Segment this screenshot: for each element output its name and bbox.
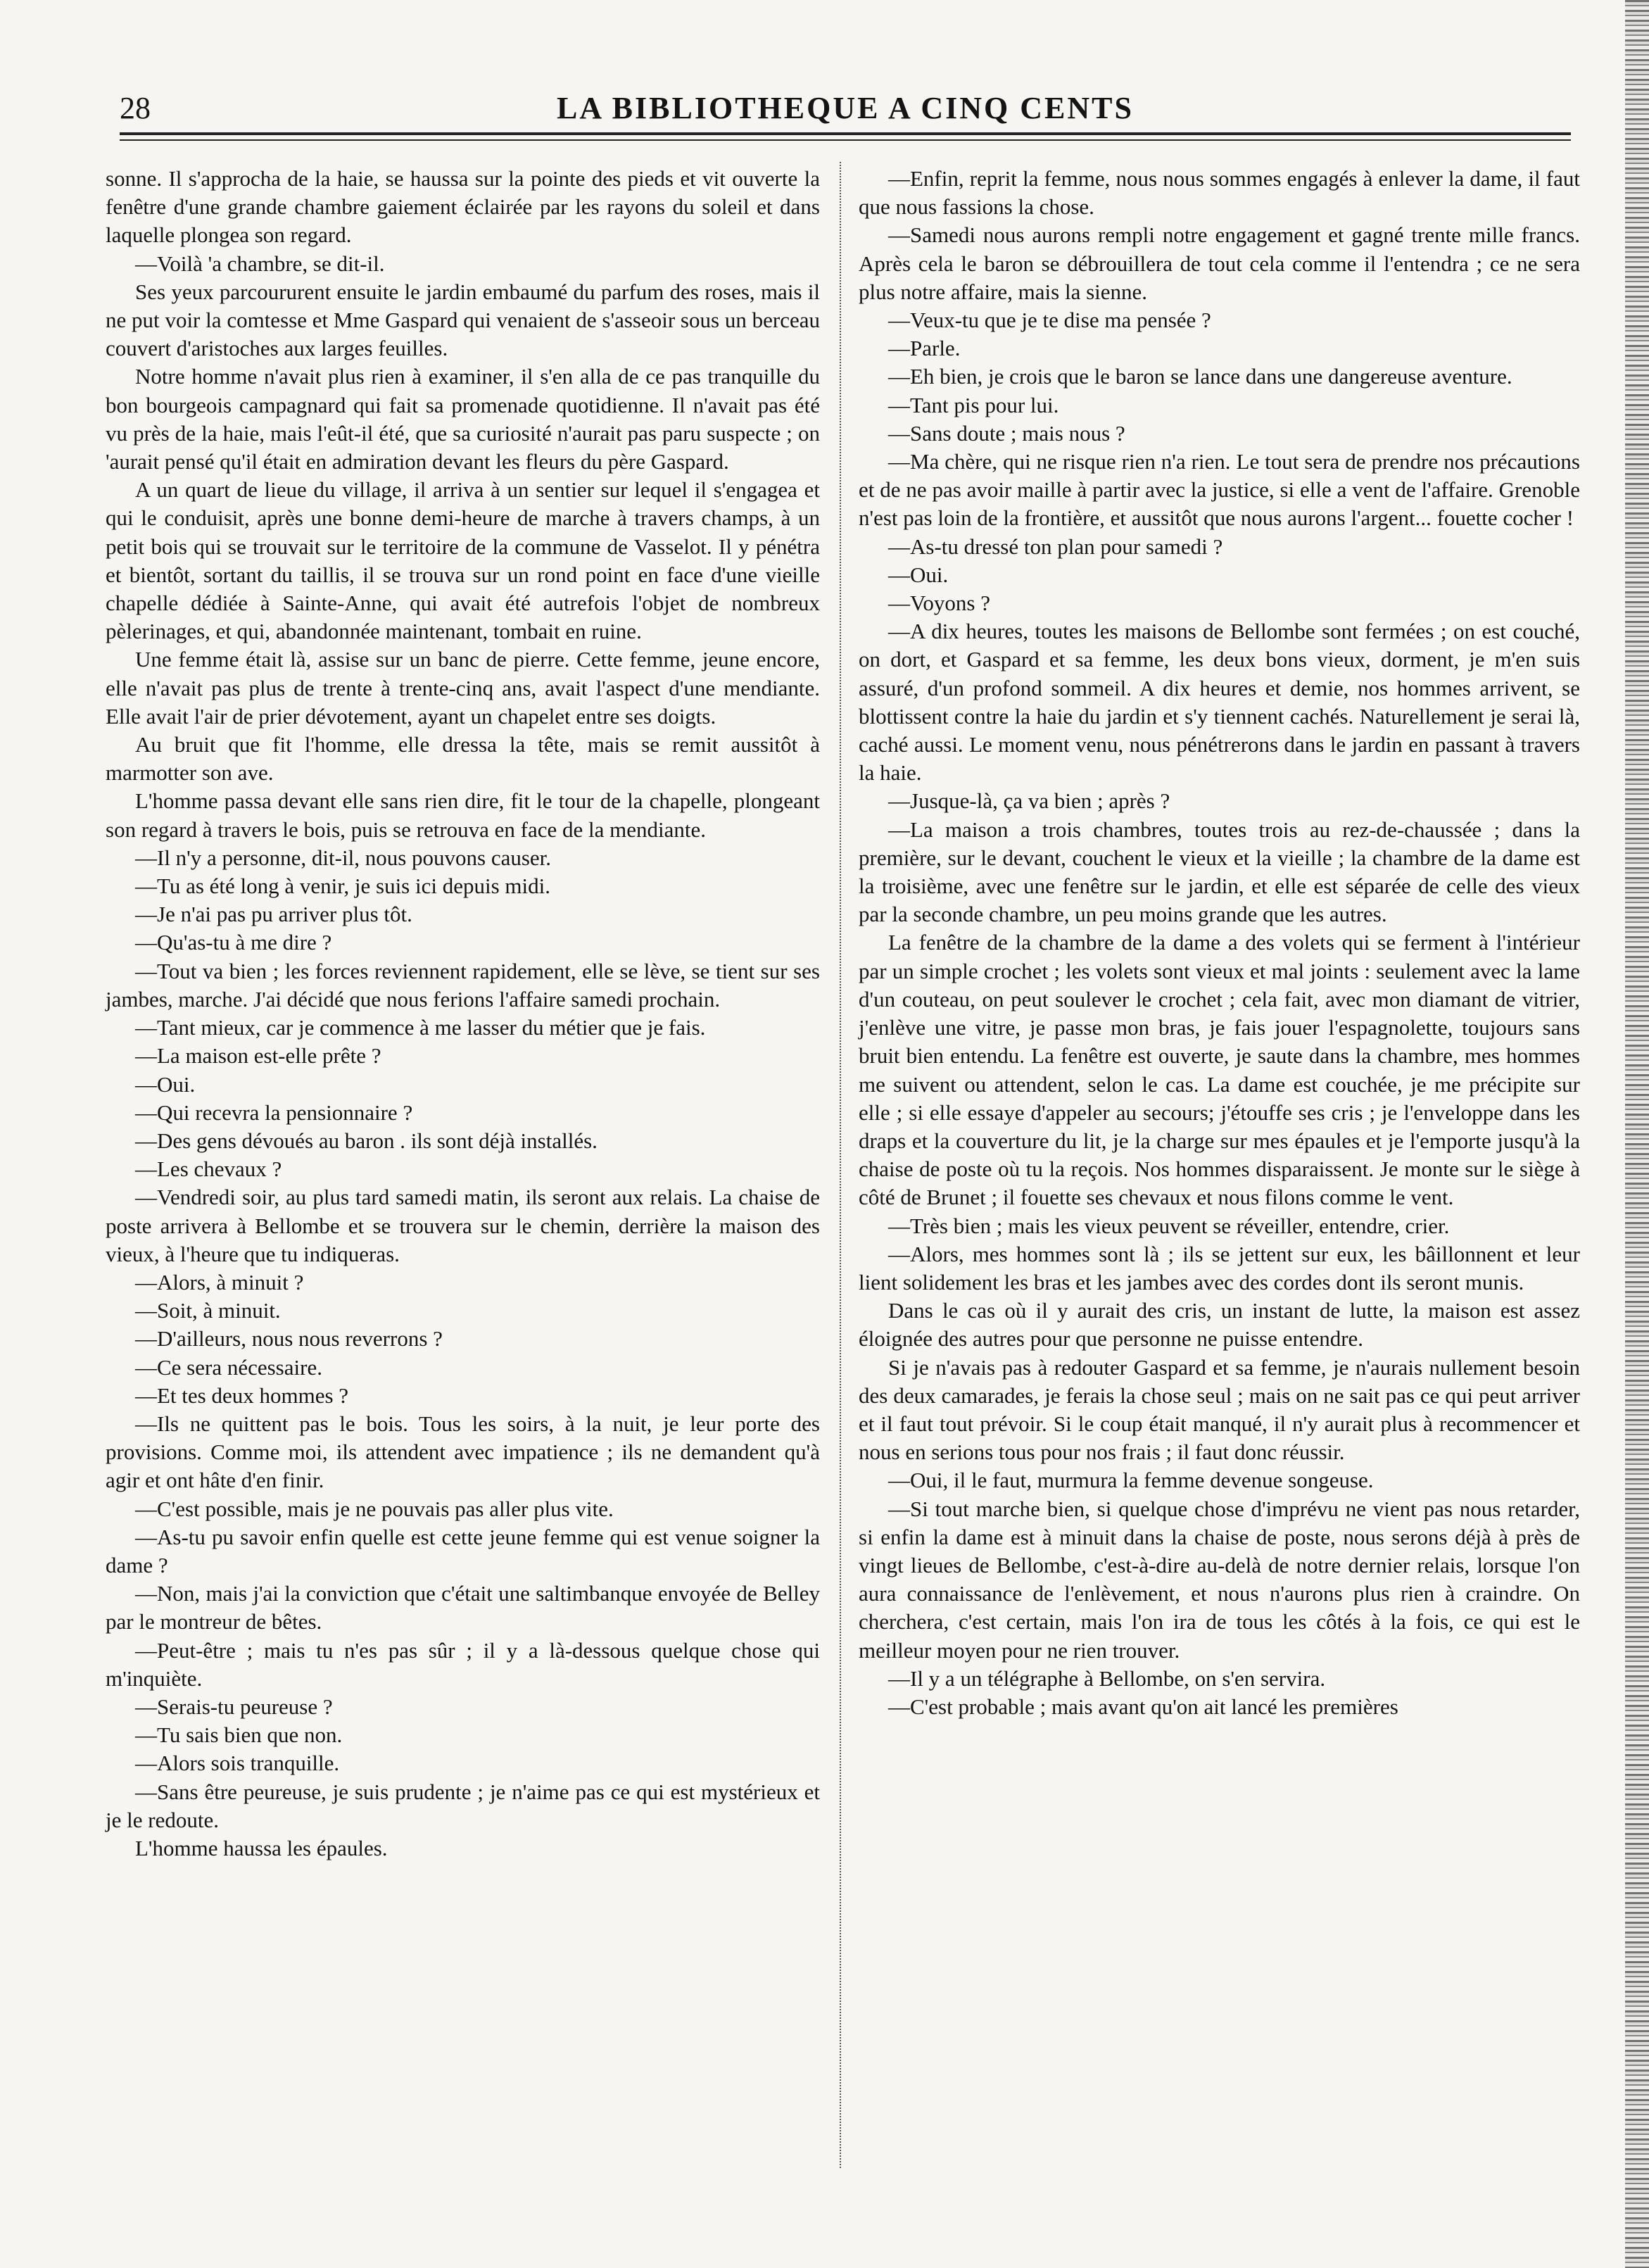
paragraph: —Alors, à minuit ? [135,1269,304,1294]
paragraph: —Alors, mes hommes sont là ; ils se jettent sur eux, les bâillonnent et leur lient solidement les bras et les jambes avec des cordes dont ils seront munis. [859,1241,1580,1294]
paragraph: —Oui. [135,1071,196,1097]
paragraph: —Ils ne quittent pas le bois. Tous les soirs, à la nuit, je leur porte des provisions. Comme moi, ils attendent avec impatience ; ils ne demandent qu'à agir et ont hâte d'en finir. [106,1411,820,1493]
paragraph: Si je n'avais pas à redouter Gaspard et sa femme, je n'aurais nullement besoin des deux camarades, je ferais la chose seul ; mais on ne sait pas ce qui peut arriver et il faut tout prévoir. Si le coup était manqué, il n'y aurait plus à recommencer et nous en serions tous pour nos frais ; il faut donc réussir. [859,1354,1580,1465]
paragraph: —Veux-tu que je te dise ma pensée ? [888,308,1211,333]
paragraph: —D'ailleurs, nous nous reverrons ? [135,1326,443,1352]
running-title: LA BIBLIOTHEQUE A CINQ CENTS [556,91,1134,125]
paragraph: Une femme était là, assise sur un banc de pierre. Cette femme, jeune encore, elle n'avait pas plus de trente à trente-cinq ans, avait l'aspect d'une mendiante. Elle avait l'air de prier dévotement, ayant un chapelet entre ses doigts. [106,647,820,729]
page-header [120,83,1571,139]
left-column [106,165,820,1863]
paragraph: —Soit, à minuit. [135,1298,281,1323]
paragraph: —Je n'ai pas pu arriver plus tôt. [135,902,412,927]
paragraph: —Et tes deux hommes ? [135,1382,349,1408]
paragraph: —A dix heures, toutes les maisons de Bellombe sont fermées ; on est couché, on dort, et Gaspard et sa femme, les deux bons vieux, dorment, je m'en suis assuré, d'un profond sommeil. A dix heures et demie, nos hommes arrivent, se blottissent contre la haie du jardin et s'y tiennent cachés. Naturellement je serai là, caché aussi. Le moment venu, nous pénétrerons dans le jardin en passant à travers la haie. [859,619,1580,786]
paragraph: —Ce sera nécessaire. [135,1354,322,1380]
paragraph: —La maison a trois chambres, toutes trois au rez-de-chaussée ; dans la première, sur le devant, couchent le vieux et la vieille ; la chambre de la dame est la troisième, avec une fenêtre sur le jardin, et elle est séparée de celle des vieux par la seconde chambre, un peu moins grande que les autres. [859,817,1580,927]
paragraph: —Tout va bien ; les forces reviennent rapidement, elle se lève, se tient sur ses jambes, marche. J'ai décidé que nous ferions l'affaire samedi prochain. [106,958,820,1012]
paragraph: —Serais-tu peureuse ? [135,1694,333,1719]
paragraph: —Jusque-là, ça va bien ; après ? [888,788,1170,814]
paragraph: Dans le cas où il y aurait des cris, un instant de lutte, la maison est assez éloignée des autres pour que personne ne puisse entendre. [859,1298,1580,1352]
paragraph: —C'est probable ; mais avant qu'on ait lancé les premières [888,1694,1398,1719]
paragraph: —Tu as été long à venir, je suis ici depuis midi. [135,874,550,899]
paragraph: —Tant mieux, car je commence à me lasser du métier que je fais. [135,1015,706,1040]
paragraph: A un quart de lieue du village, il arriva à un sentier sur lequel il s'engagea et qui le conduisit, après une bonne demi-heure de marche à travers champs, à un petit bois qui se trouvait sur le territoire de la commune de Vasselot. Il y pénétra et bientôt, sortant du taillis, il se trouva sur un rond point en face d'une vieille chapelle dédiée à Sainte-Anne, qui avait été autrefois l'objet de nombreux pèlerinages, et qui, abandonnée maintenant, tombait en ruine. [106,477,820,644]
paragraph: —Il y a un télégraphe à Bellombe, on s'en servira. [888,1665,1326,1691]
paragraph: —Voyons ? [888,591,990,616]
paragraph: —Il n'y a personne, dit-il, nous pouvons causer. [135,845,552,870]
paragraph: —Tu sais bien que non. [135,1722,343,1748]
paragraph: —C'est possible, mais je ne pouvais pas aller plus vite. [135,1496,614,1521]
column-divider [840,162,841,2168]
paragraph: —Très bien ; mais les vieux peuvent se réveiller, entendre, crier. [888,1213,1450,1238]
paragraph: —Enfin, reprit la femme, nous nous sommes engagés à enlever la dame, il faut que nous fassions la chose. [859,166,1580,220]
paragraph: —Des gens dévoués au baron . ils sont déjà installés. [135,1128,598,1153]
paragraph: —Sans être peureuse, je suis prudente ; je n'aime pas ce qui est mystérieux et je le redoute. [106,1779,820,1832]
paragraph: —Les chevaux ? [135,1157,282,1182]
paragraph: —Si tout marche bien, si quelque chose d'imprévu ne vient pas nous retarder, si enfin la dame est à minuit dans la chaise de poste, nous serons déjà à près de vingt lieues de Bellombe, c'est-à-dire au-delà de notre dernier relais, lorsque l'on aura connaissance de l'enlèvement, et nous n'aurons plus rien à craindre. On cherchera, c'est certain, mais l'on ira de tous les côtés à la fois, ce qui est le meilleur moyen pour ne rien trouver. [859,1496,1580,1663]
paragraph: —Qui recevra la pensionnaire ? [135,1100,413,1125]
paragraph: L'homme haussa les épaules. [135,1835,388,1860]
paragraph: sonne. Il s'approcha de la haie, se haussa sur la pointe des pieds et vit ouverte la fenêtre d'une grande chambre gaiement éclairée par les rayons du soleil et dans laquelle plongea son regard. [106,166,820,248]
paragraph: —Oui, il le faut, murmura la femme devenue songeuse. [888,1468,1374,1493]
paragraph: —Parle. [888,336,961,361]
paragraph: —Tant pis pour lui. [888,392,1059,417]
header-rule-thin [120,139,1571,141]
paragraph: —Non, mais j'ai la conviction que c'était une saltimbanque envoyée de Belley par le montreur de bêtes. [106,1581,820,1634]
paragraph: —Eh bien, je crois que le baron se lance dans une dangereuse aventure. [888,364,1512,389]
paragraph: —As-tu pu savoir enfin quelle est cette jeune femme qui est venue soigner la dame ? [106,1524,820,1577]
paragraph: L'homme passa devant elle sans rien dire, fit le tour de la chapelle, plongeant son regard à travers le bois, puis se retrouva en face de la mendiante. [106,788,820,842]
paragraph: —Ma chère, qui ne risque rien n'a rien. Le tout sera de prendre nos précautions et de ne pas avoir maille à partir avec la justice, si elle a vent de l'affaire. Grenoble n'est pas loin de la frontière, et aussitôt que nous aurons l'argent... fouette cocher ! [859,449,1580,531]
header-rule-thick [120,132,1571,135]
paragraph: —Qu'as-tu à me dire ? [135,930,332,955]
paragraph: —Sans doute ; mais nous ? [888,420,1125,446]
paragraph: —La maison est-elle prête ? [135,1043,381,1069]
paragraph: —Samedi nous aurons rempli notre engagement et gagné trente mille francs. Après cela le baron se débrouillera de tout cela comme il l'entendra ; ce ne sera plus notre affaire, mais la sienne. [859,222,1580,304]
right-column [859,165,1580,1721]
page-number: 28 [120,91,151,125]
paragraph: —Alors sois tranquille. [135,1751,340,1776]
paragraph: —Voilà 'a chambre, se dit-il. [135,251,385,276]
paragraph: Notre homme n'avait plus rien à examiner, il s'en alla de ce pas tranquille du bon bourgeois campagnard qui fait sa promenade quotidienne. Il n'avait pas été vu près de la haie, mais l'eût-il été, que sa curiosité n'aurait pas paru suspecte ; on 'aurait pensé qu'il était en admiration devant les fleurs du père Gaspard. [106,364,820,474]
paragraph: Ses yeux parcoururent ensuite le jardin embaumé du parfum des roses, mais il ne put voir la comtesse et Mme Gaspard qui venaient de s'asseoir sous un berceau couvert d'aristoches aux larges feuilles. [106,279,820,361]
paragraph: —As-tu dressé ton plan pour samedi ? [888,534,1223,559]
paragraph: La fenêtre de la chambre de la dame a des volets qui se ferment à l'intérieur par un simple crochet ; les volets sont vieux et mal joints : seulement avec la lame d'un couteau, on peut soulever le crochet ; cela fait, avec mon diamant de vitrier, j'enlève une vitre, je passe mon bras, je fais jouer l'espagnolette, toujours sans bruit bien entendu. La fenêtre est ouverte, je saute dans la chambre, mes hommes me suivent ou attendent, selon le cas. La dame est couchée, je me précipite sur elle ; si elle essaye d'appeler au secours; j'étouffe ses cris ; je l'enveloppe dans les draps et la couverture du lit, je la charge sur mes épaules et je l'emporte jusqu'à la chaise de poste où tu la reçois. Nos hommes disparaissent. Je monte sur le siège à côté de Brunet ; il fouette ses chevaux et nous filons comme le vent. [859,930,1580,1210]
paragraph: Au bruit que fit l'homme, elle dressa la tête, mais se remit aussitôt à marmotter son ave. [106,732,820,786]
paragraph: —Peut-être ; mais tu n'es pas sûr ; il y a là-dessous quelque chose qui m'inquiète. [106,1637,820,1691]
paragraph: —Vendredi soir, au plus tard samedi matin, ils seront aux relais. La chaise de poste arrivera à Bellombe et se trouvera sur le chemin, derrière la maison des vieux, à l'heure que tu indiqueras. [106,1185,820,1266]
paragraph: —Oui. [888,562,949,587]
scan-edge-artifact [1625,0,1649,2268]
